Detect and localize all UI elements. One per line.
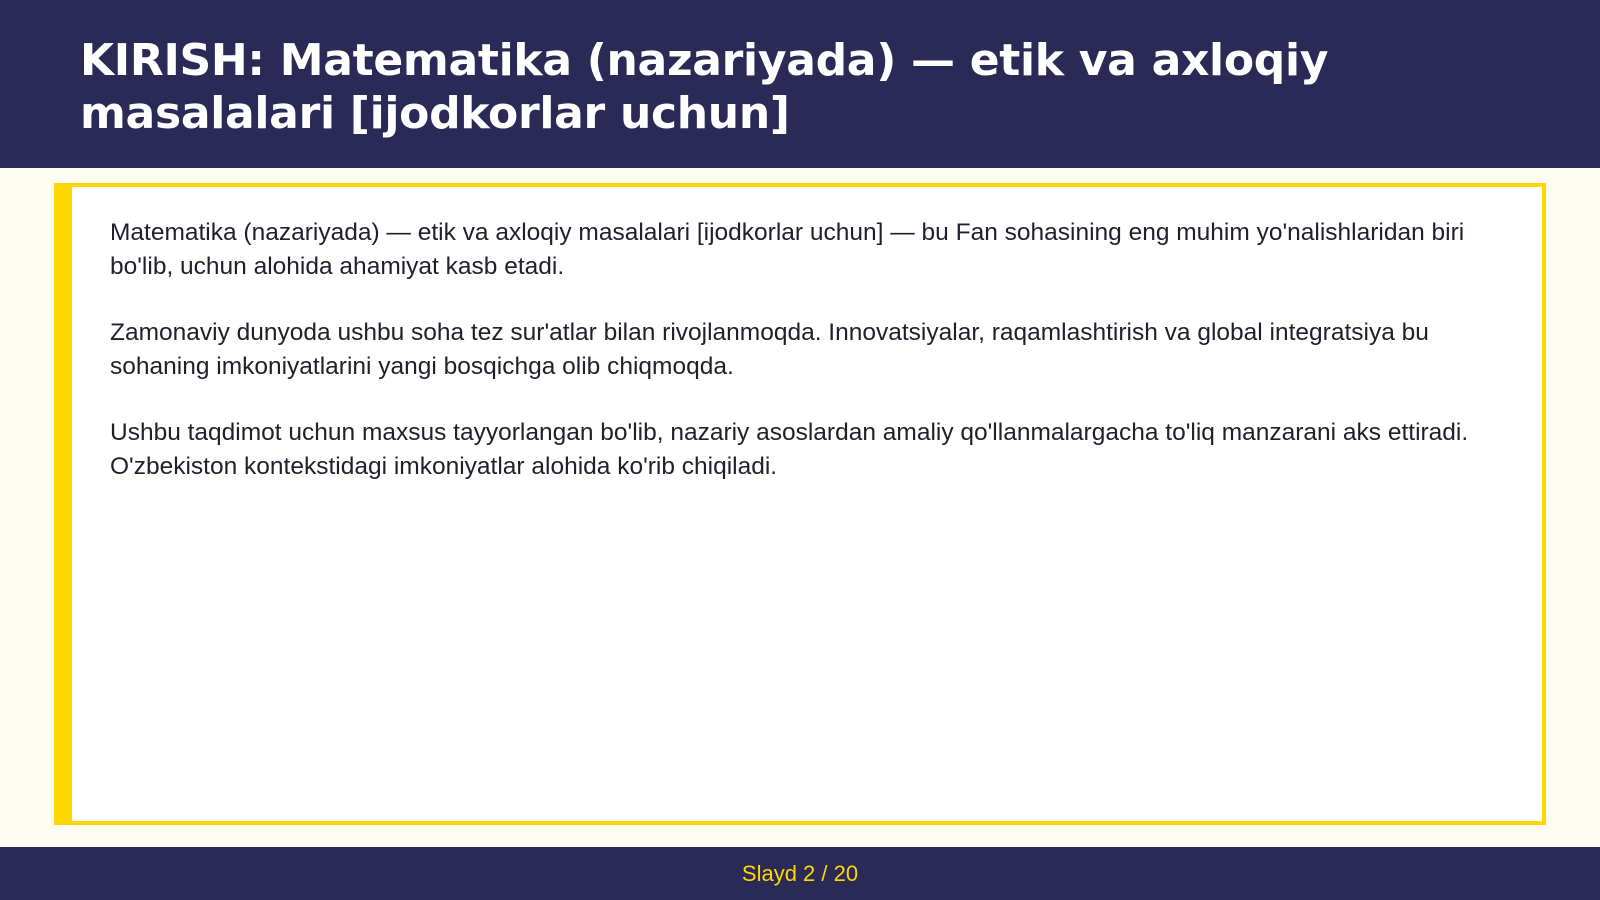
slide-counter: Slayd 2 / 20 — [741, 860, 859, 886]
paragraph-intro: Matematika (nazariyada) — etik va axloqiy masalalari [ijodkorlar uchun] — bu Fan sohasining eng muhim yo'nalishlaridan biri bo'lib, uchun alohida ahamiyat kasb etadi. — [110, 219, 1465, 280]
content-card — [54, 183, 1546, 825]
paragraph-presentation-purpose: Ushbu taqdimot uchun maxsus tayyorlangan bo'lib, nazariy asoslardan amaliy qo'llanmalargacha to'liq manzarani aks ettiradi. O'zbekiston kontekstidagi imkoniyatlar alohida ko'rib chiqiladi. — [110, 419, 1469, 480]
slide-footer — [0, 847, 1600, 900]
paragraph-modern-world: Zamonaviy dunyoda ushbu soha tez sur'atlar bilan rivojlanmoqda. Innovatsiyalar, raqamlashtirish va global integratsiya bu sohaning imkoniyatlarini yangi bosqichga olib chiqmoqda. — [110, 319, 1429, 380]
slide-header — [0, 0, 1600, 168]
slide-title: KIRISH: Matematika (nazariyada) — etik va axloqiy masalalari [ijodkorlar uchun] — [80, 35, 1329, 139]
